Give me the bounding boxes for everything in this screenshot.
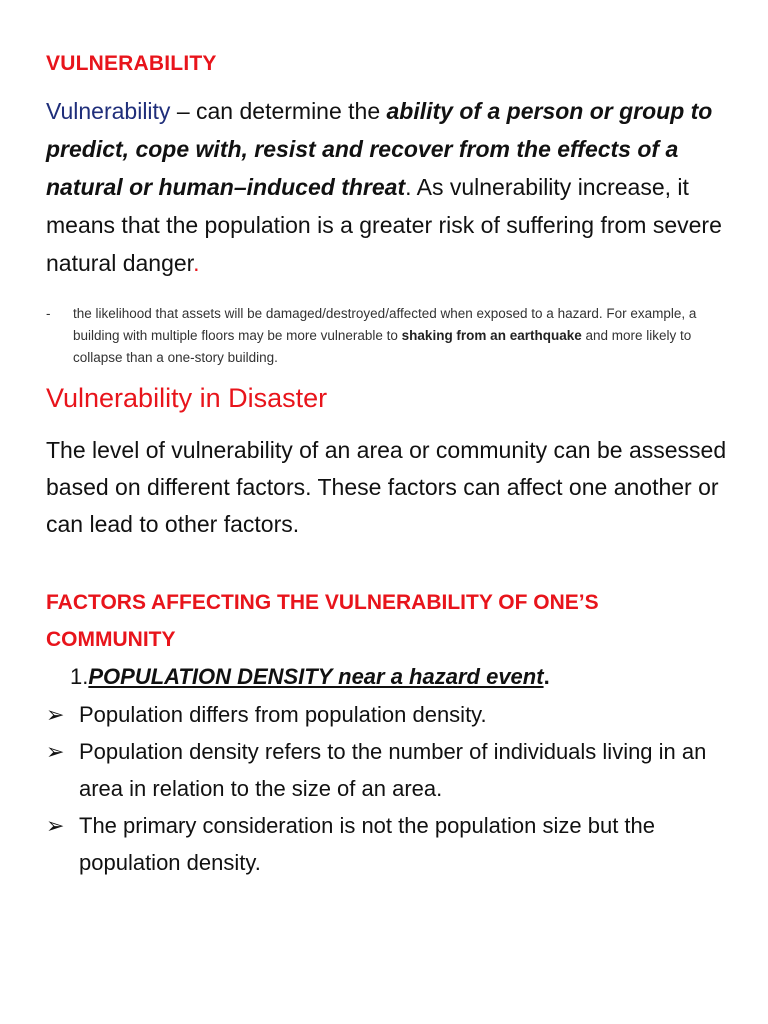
note-bold-text: shaking from an earthquake xyxy=(401,328,582,343)
factor-1-bullets xyxy=(46,696,736,881)
definition-paragraph xyxy=(46,92,736,282)
arrow-bullet-icon: ➢ xyxy=(46,702,65,727)
dash-marker: - xyxy=(46,306,51,321)
list-item-text: The primary consideration is not the population size but the population density. xyxy=(79,813,655,875)
factors-heading: FACTORS AFFECTING THE VULNERABILITY OF ONE’S COMMUNITY xyxy=(46,591,599,651)
note-text xyxy=(73,303,736,369)
note-text-after: and more likely to collapse than a one-story building. xyxy=(73,328,692,365)
dash-note xyxy=(46,303,736,369)
factor-1-number: 1. xyxy=(70,664,89,689)
definition-term: Vulnerability xyxy=(46,98,171,124)
section-title: VULNERABILITY xyxy=(46,52,217,75)
definition-emphasis: ability of a person or group to predict, cope with, resist and recover from the effects of a natural or human–induced threat xyxy=(46,98,713,200)
factor-1-title: POPULATION DENSITY near a hazard event xyxy=(88,664,544,689)
factor-1-end: . xyxy=(543,664,550,689)
arrow-bullet-icon: ➢ xyxy=(46,739,65,764)
definition-intro: – can determine the xyxy=(170,98,387,124)
list-item xyxy=(46,807,736,881)
definition-end-mark: . xyxy=(193,250,200,276)
paragraph-vulnerability-in-disaster: The level of vulnerability of an area or community can be assessed based on different factors. These factors can affect one another or can lead to other factors. xyxy=(46,437,727,537)
list-item-text: Population density refers to the number of individuals living in an area in relation to the size of an area. xyxy=(79,739,707,801)
list-item xyxy=(46,733,736,807)
list-item-text: Population differs from population density. xyxy=(79,702,487,727)
heading-vulnerability-in-disaster: Vulnerability in Disaster xyxy=(46,383,328,413)
factor-1-heading xyxy=(70,660,550,694)
note-text-before: the likelihood that assets will be damaged/destroyed/affected when exposed to a hazard. For example, a building with multiple floors may be more vulnerable to xyxy=(73,306,697,343)
arrow-bullet-icon: ➢ xyxy=(46,813,65,838)
list-item xyxy=(46,696,736,733)
definition-continuation: . As vulnerability increase, it means that the population is a greater risk of suffering from severe natural danger xyxy=(46,174,722,276)
